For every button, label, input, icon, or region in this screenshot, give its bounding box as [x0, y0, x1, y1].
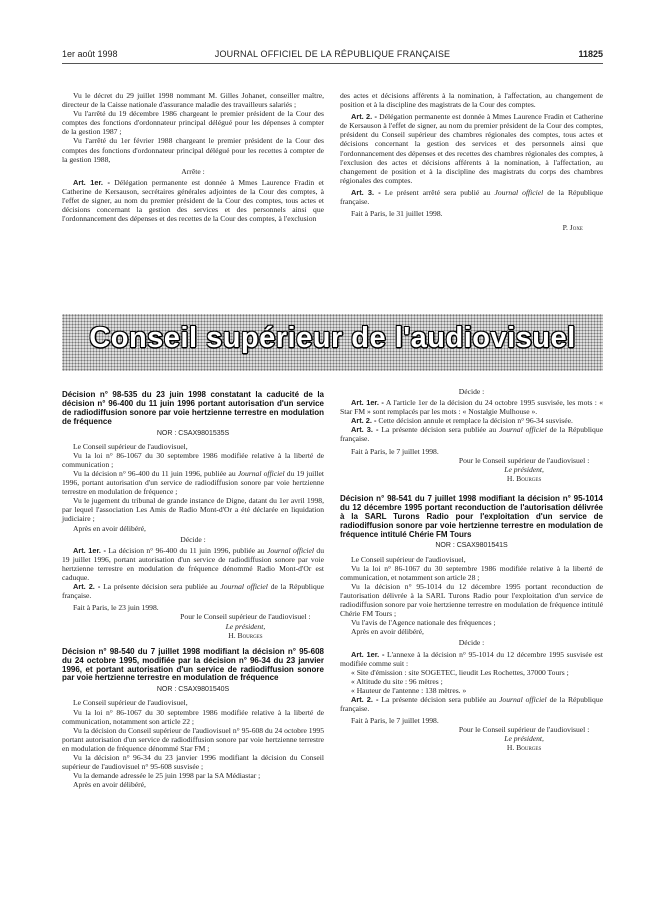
article-label: Art. 1er. - — [73, 545, 106, 555]
article-text: Délégation permanente est donnée à Mmes Laurence Fradin et Catherine de Kersauson à l'effet de signer, au nom du premier président de la Cour des comptes, président du Conseil supérieur des chambres régionales des comptes, tous actes et décisions concernant la gestion des services et des personnels ainsi que l'ordonnancement des dépenses et des recettes des chambres régionales des comptes, à l'exclusion des actes et décisions afférents à la nomination, à l'affectation, au changement de position et à la discipline des magistrats du corps des chambres régionales des comptes. — [340, 112, 603, 185]
article-text: La présente décision sera publiée au — [378, 694, 500, 704]
article-text: A l'article 1er de la décision du 24 octobre 1995 susvisée, les mots : « Star FM » sont remplacés par les mots : « Nostalgie Mulhouse ». — [340, 398, 604, 417]
header-date: 1er août 1998 — [62, 49, 118, 59]
article-text: de la République française. — [62, 582, 324, 601]
paragraph: Vu la loi n° 86-1067 du 30 septembre 1986 modifiée relative à la liberté de communication, et notamment son article 28 ; — [340, 563, 603, 582]
article-text: Cette décision annule et remplace la décision n° 96-34 susvisée. — [376, 416, 573, 426]
article-label: Art. 1er. - — [73, 177, 110, 187]
article-text: Le présent arrêté sera publié au — [380, 187, 495, 197]
article-text: de la République française. — [340, 694, 604, 714]
top-left-column — [62, 91, 324, 223]
paragraph: Le Conseil supérieur de l'audiovisuel, — [351, 554, 466, 564]
page-header — [62, 49, 603, 63]
paragraph: Après en avoir délibéré, — [351, 627, 424, 637]
section-title: Conseil supérieur de l'audiovisuel — [89, 322, 576, 354]
nor-reference: NOR : CSAX9801541S — [435, 542, 508, 550]
date-line: Fait à Paris, le 31 juillet 1998. — [351, 209, 443, 219]
paragraph: Vu la loi n° 86-1067 du 30 septembre 1986 modifiée relative à la liberté de communication ; — [62, 450, 324, 469]
signature-name: H. Bourges — [506, 473, 542, 483]
paragraph: Vu la demande adressée le 25 juin 1998 par la SA Médiastar ; — [73, 771, 261, 781]
signature-line: Pour le Conseil supérieur de l'audiovisuel : — [458, 725, 590, 735]
signature-line: Pour le Conseil supérieur de l'audiovisuel : — [458, 455, 590, 465]
header-rule — [62, 63, 603, 64]
paragraph: Vu le jugement du tribunal de grande instance de Digne, datant du 1er avril 1998, par lequel l'association Les Amis de Radio Mont-d'Or a été déclarée en liquidation judiciaire ; — [62, 496, 324, 524]
top-right-column — [340, 91, 603, 232]
nor-reference: NOR : CSAX9801540S — [156, 686, 230, 694]
article-text: de la République française. — [340, 425, 604, 444]
text: Vu la décision n° 96-400 du 11 juin 1996, publiée au — [73, 469, 238, 478]
date-line: Fait à Paris, le 7 juillet 1998. — [351, 446, 439, 456]
article — [340, 188, 603, 206]
bottom-left-column — [62, 387, 324, 789]
header-journal-title: JOURNAL OFFICIEL DE LA RÉPUBLIQUE FRANÇAISE — [214, 49, 451, 59]
paragraph: Le Conseil supérieur de l'audiovisuel, — [73, 441, 188, 451]
paragraph: Vu la décision n° 95-1014 du 12 décembre 1995 portant reconduction de l'autorisation délivrée à la SARL Turons Radio pour l'exploitation d'un service de radiodiffusion sonore par voie hertzienne terrestre en modulation de fréquence intitulé Chérie FM Tours ; — [340, 581, 603, 619]
article-label: Art. 3. - — [351, 187, 381, 197]
paragraph: Après en avoir délibéré, — [73, 523, 146, 533]
paragraph: Vu l'arrêté du 1er février 1988 chargeant le premier président de la Cour des comptes des fonctions d'ordonnateur principal délégué pour les recettes à compter de la gestion 1988, — [62, 136, 324, 164]
article — [62, 582, 324, 600]
paragraph: Après en avoir délibéré, — [73, 780, 146, 790]
arrete-heading: Arrête : — [181, 166, 205, 176]
paragraph: Vu l'avis de l'Agence nationale des fréquences ; — [351, 618, 496, 628]
paragraph — [62, 469, 324, 496]
article-text: L'annexe à la décision n° 95-1014 du 12 décembre 1995 susvisée est modifiée comme suit : — [340, 649, 603, 668]
section-banner — [62, 314, 603, 371]
journal-name: Journal officiel — [237, 469, 285, 478]
article-text: La décision n° 96-400 du 11 juin 1996, publiée au — [105, 545, 267, 555]
article — [340, 425, 603, 443]
article — [340, 398, 603, 416]
article — [340, 416, 603, 425]
article — [62, 546, 324, 582]
article-text: Délégation permanente est donnée à Mmes Laurence Fradin et Catherine de Kersauson, secrétaires générales adjointes de la Cour des comptes, à l'effet de signer, au nom du premier président de la Cour des comptes, tous actes et décisions concernant la gestion des services et des personnels ainsi que l'ordonnancement des dépenses et des recettes de la Cour des comptes, à l'exclusion — [62, 177, 324, 224]
article-label: Art. 1er. - — [351, 649, 385, 659]
paragraph: des actes et décisions afférents à la nomination, à l'affectation, au changement de position et à la discipline des magistrats de la Cour des comptes. — [340, 91, 603, 110]
signature-title: Le président, — [504, 734, 544, 744]
text: du 19 juillet 1996, portant autorisation d'un service de radiodiffusion sonore par voie hertzienne terrestre en modulation de fréquence ; — [62, 469, 324, 497]
bottom-right-column — [340, 387, 603, 753]
signature: P. Joxe — [562, 223, 583, 233]
decision-title: Décision n° 98-541 du 7 juillet 1998 modifiant la décision n° 95-1014 du 12 décembre 1995 portant reconduction de l'autorisation délivrée à la SARL Turons Radio pour l'exploitation d'un service de radiodiffusion sonore par voie hertzienne terrestre en modulation de fréquence intitulé Chérie FM Tours — [340, 493, 603, 539]
article — [340, 112, 603, 185]
date-line: Fait à Paris, le 23 juin 1998. — [73, 603, 159, 613]
signature-name: H. Bourges — [228, 630, 263, 640]
article-text: La présente décision sera publiée au — [100, 582, 221, 592]
article — [340, 695, 603, 713]
article-label: Art. 2. - — [351, 112, 377, 122]
paragraph: Vu la décision du Conseil supérieur de l'audiovisuel n° 95-608 du 24 octobre 1995 portant autorisation d'un service de radiodiffusion sonore par voie hertzienne terrestre en modulation de fréquence dénommé Star FM ; — [62, 725, 324, 753]
signature-name: H. Bourges — [506, 743, 542, 753]
list-item: « Altitude du site : 96 mètres ; — [351, 676, 443, 686]
paragraph: Le Conseil supérieur de l'audiovisuel, — [73, 698, 188, 708]
article — [340, 650, 603, 668]
list-item: « Hauteur de l'antenne : 138 mètres. » — [351, 685, 467, 695]
article-text: La présente décision sera publiée au — [378, 425, 500, 435]
paragraph: Vu le décret du 29 juillet 1998 nommant M. Gilles Johanet, conseiller maître, directeur de la Caisse nationale d'assurance maladie des travailleurs salariés ; — [62, 91, 324, 110]
nor-reference: NOR : CSAX9801535S — [156, 429, 230, 437]
article-text: du 19 juillet 1996, portant autorisation d'un service de radiodiffusion sonore par voie hertzienne terrestre en modulation de fréquence dénommé Radio Mont-d'Or est caduque. — [62, 545, 324, 583]
journal-name: Journal officiel — [499, 694, 547, 704]
header-page-number: 11825 — [578, 49, 603, 59]
article-label: Art. 1er. - — [351, 398, 384, 408]
journal-name: Journal officiel — [266, 545, 315, 555]
journal-name: Journal officiel — [220, 582, 268, 592]
journal-name: Journal officiel — [494, 187, 544, 197]
list-item: « Site d'émission : site SOGETEC, lieudit Les Rochettes, 37000 Tours ; — [351, 667, 569, 677]
paragraph: Vu la loi n° 86-1067 du 30 septembre 1986 modifiée relative à la liberté de communication, notamment son article 22 ; — [62, 707, 324, 726]
article-label: Art. 2. - — [351, 694, 379, 704]
article-label: Art. 3. - — [351, 425, 379, 435]
signature-title: Le président, — [504, 464, 544, 474]
signature-line: Pour le Conseil supérieur de l'audiovisuel : — [180, 612, 311, 622]
paragraph: Vu l'arrêté du 19 décembre 1986 chargeant le premier président de la Cour des comptes des fonctions d'ordonnateur principal délégué pour les dépenses à compter de la gestion 1987 ; — [62, 109, 324, 137]
decision-title: Décision n° 98-535 du 23 juin 1998 constatant la caducité de la décision n° 96-400 du 11 juin 1996 portant autorisation d'un service de radiodiffusion sonore par voie hertzienne terrestre en modulation de fréquence — [62, 390, 324, 426]
article-label: Art. 2. - — [73, 582, 101, 592]
signature-title: Le président, — [225, 621, 266, 631]
decide-heading: Décide : — [458, 387, 485, 396]
article — [62, 178, 324, 223]
paragraph: Vu la décision n° 96-34 du 23 janvier 1996 modifiant la décision du Conseil supérieur de l'audiovisuel n° 95-608 susvisée ; — [62, 752, 324, 772]
decision-title: Décision n° 98-540 du 7 juillet 1998 modifiant la décision n° 95-608 du 24 octobre 1995, modifiée par la décision n° 96-34 du 23 janvier 1996, et portant autorisation d'un service de radiodiffusion sonore par voie hertzienne terrestre en modulation de fréquence — [62, 646, 324, 683]
date-line: Fait à Paris, le 7 juillet 1998. — [351, 716, 439, 726]
article-text: de la République française. — [340, 187, 603, 207]
decide-heading: Décide : — [180, 534, 206, 544]
article-label: Art. 2. - — [351, 416, 377, 426]
journal-name: Journal officiel — [499, 425, 547, 435]
decide-heading: Décide : — [458, 638, 485, 648]
